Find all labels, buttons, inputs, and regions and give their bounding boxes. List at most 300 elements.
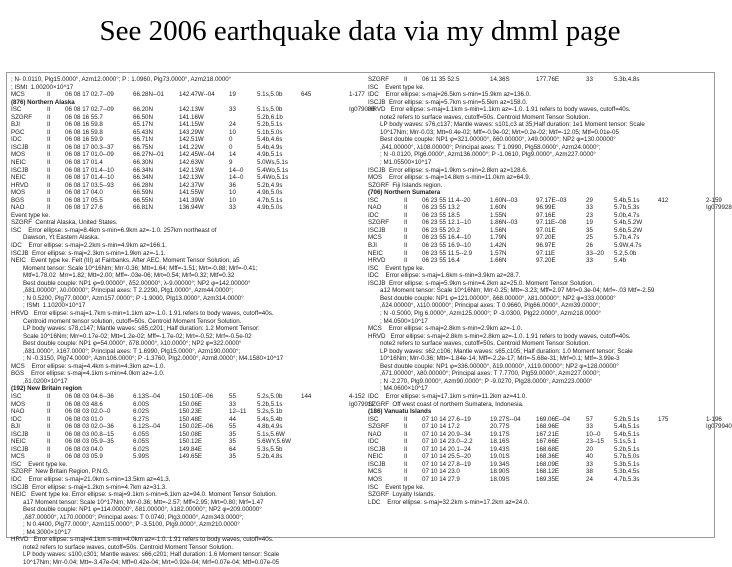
- row-field: 06 23 55 11.4--20: [422, 196, 471, 204]
- row-field: 6.27S: [133, 415, 150, 423]
- comment-line: 10^16Nm; Mrr-0.36; Mtt=-1.84e-14; Mff=-2.2e-17; Mrt=-5.68e-31; Mrf=0.1; Mtf=-3.99e-3: [368, 355, 620, 363]
- row-field: 141.55W: [179, 189, 204, 197]
- row-field: 20.77S: [490, 423, 510, 431]
- hypocenter-row: [11, 151, 349, 159]
- comment-line: LDC Error ellipse: s-maj=32.2km s-min=17.2km az=24.0.: [368, 498, 530, 506]
- agency-code: SZGRF: [11, 113, 32, 121]
- row-field: 06 08 17 02.7--09: [65, 106, 114, 114]
- row-field: 4.8b,4.9s: [257, 423, 283, 431]
- row-field: 0: [229, 136, 233, 144]
- agency-code: BJI: [11, 121, 20, 129]
- row-field: 5.1s,5.6W: [257, 430, 285, 438]
- row-field: 06 23 55 11.5--2.9: [422, 249, 473, 257]
- comment-line: Best double couple: NP1 φ=121.00000°, δ68.00000°, λ81.00000°; NP2 φ=333.00000°: [368, 294, 616, 302]
- comment-line: HRVD Error ellipse: s-maj=2.8km s-min=2.8km az=-1.0. 1.91 refers to body waves, cutoff=40s.: [368, 332, 631, 340]
- row-field: 5.7b,4.7s: [614, 234, 640, 242]
- hypocenter-row: [11, 197, 349, 205]
- row-field: 5.4b,5.1s: [614, 196, 640, 204]
- hypocenter-row: [368, 219, 706, 227]
- row-field: 06 08 03 05.9--35: [65, 438, 114, 446]
- row-field: 23: [586, 211, 593, 219]
- row-field: 19: [229, 91, 236, 99]
- row-field: 149.84E: [179, 445, 203, 453]
- row-field: 07 10 14 23.0: [422, 468, 460, 476]
- row-field: 10: [229, 196, 236, 204]
- row-field: II: [47, 106, 51, 114]
- row-field: 14--0: [229, 166, 244, 174]
- agency-code: ISC: [11, 392, 22, 400]
- hypocenter-row: [11, 167, 349, 175]
- comment-line: Moment tensor: Scale 10^16Nm; Mrr-0.36; Mtt=1.64; Mff=-1.51; Mrt=-0.88; Mrf=-0.41;: [11, 264, 258, 272]
- row-field: 97.20E: [536, 257, 556, 265]
- row-field: 06 08 17 02.7--09: [65, 91, 114, 99]
- hypocenter-row: [11, 189, 349, 197]
- comment-line: LP body waves: s62,c106; Mantle waves: s65,c105; Half duration: 1.0 Moment tensor: Scale: [368, 347, 633, 355]
- row-field: 4.7b,5.3s: [614, 475, 640, 483]
- row-field: II: [47, 151, 51, 159]
- row-field: 97.01E: [536, 226, 556, 234]
- row-field: 168.09E: [536, 460, 560, 468]
- comment-line: HRVD Error ellipse: s-maj=4.1km s-min=4.0km az=-1.0. 1.91 refers to body waves, cutoff=40s.: [11, 536, 274, 544]
- row-field: 5.2s,5.1b: [257, 408, 283, 416]
- comment-line: IDC Error ellipse: s-maj=26.5km s-min=15.9km az=136.0.: [368, 91, 531, 99]
- row-field: 35: [229, 430, 236, 438]
- row-field: 64: [229, 445, 236, 453]
- row-field: II: [404, 257, 408, 265]
- row-field: II: [47, 415, 51, 423]
- row-field: 5.2b,6.1b: [257, 113, 283, 121]
- row-field: II: [404, 76, 408, 83]
- row-field: Ig079940: [706, 423, 732, 431]
- row-field: 5.9W,4.7s: [614, 242, 642, 250]
- row-field: 168.12E: [536, 468, 560, 476]
- comment-line: 10^17Nm; Mrr-0.04; Mtt=-3.47e-04; Mff=0.42e-04; Mrt=0.92e-04; Mrf=0.07e-04; Mtf=0.07e-05: [11, 559, 280, 566]
- comment-line: Mtf=1.78.02 Mrr=1.82; Mtt=2.00; Mff=-.03e-06; Mrt=0.54; Mrf=0.32; Mtf=0.32: [11, 272, 235, 280]
- row-field: 5.4b: [614, 257, 627, 265]
- hypocenter-row: [368, 415, 722, 424]
- row-field: 6.02S: [133, 445, 150, 453]
- comment-line: SZGRF Fiji Islands region.: [368, 181, 443, 189]
- row-field: 150.23E: [179, 408, 203, 416]
- agency-code: IDC: [368, 438, 379, 446]
- row-field: II: [47, 400, 51, 408]
- row-field: II: [47, 143, 51, 151]
- row-field: 167.66E: [536, 438, 560, 446]
- row-field: 96.99E: [536, 204, 556, 212]
- row-field: 167.21E: [536, 430, 560, 438]
- agency-code: MOS: [11, 189, 26, 197]
- row-field: II: [47, 423, 51, 431]
- comment-line: SZGRF Loyalty Islands.: [368, 491, 436, 499]
- comment-line: ; N 0.5200, Plg77.0000°, Azm157.0000°; P -1.9000, Plg13.0000°, Azm314.0000°: [11, 294, 244, 302]
- row-field: 18.16S: [490, 438, 510, 446]
- row-field: 35: [229, 453, 236, 461]
- row-field: 142.13W: [179, 174, 204, 182]
- comment-line: ,δ71.00000°, λ80.00000°; Principal axes: T 7.7700, Plg59.0000°, Azm227.0000°;: [368, 370, 601, 378]
- row-field: 33: [586, 423, 593, 431]
- row-field: II: [404, 196, 408, 204]
- row-field: II: [404, 242, 408, 250]
- row-field: 1.55N: [490, 211, 507, 219]
- row-field: II: [404, 415, 408, 423]
- row-field: 5.2b,5.1s: [257, 400, 283, 408]
- row-field: 10: [229, 189, 236, 197]
- agency-code: ISC: [368, 196, 379, 204]
- agency-code: NAO: [368, 204, 382, 212]
- row-field: 66.81N: [133, 204, 153, 212]
- region-heading: (192) New Britain region: [11, 385, 82, 393]
- row-field: 6.12S--04: [133, 423, 161, 431]
- comment-line: ISC Event type ke.: [368, 83, 425, 91]
- row-field: II: [404, 438, 408, 446]
- row-field: 5.7b,5.0s: [614, 453, 640, 461]
- row-field: 19.34S: [490, 460, 510, 468]
- row-field: 150.06E: [179, 400, 203, 408]
- row-field: 66.55N: [133, 196, 153, 204]
- comment-line: LP body waves: s78,c147; Mantle waves: s85,c201; Half duration: 1.2 Moment Tensor:: [11, 325, 260, 333]
- row-field: 40: [586, 453, 593, 461]
- row-field: 141.15W: [179, 121, 204, 129]
- row-field: 5.2b,5.1s: [257, 121, 283, 129]
- comment-line: ISC Event type ke.: [368, 264, 425, 272]
- comment-line: SZGRF Central Alaska, United States.: [11, 219, 118, 227]
- hypocenter-row: [11, 174, 349, 182]
- agency-code: ISCJB: [11, 430, 29, 438]
- row-field: 33: [229, 106, 236, 114]
- hypocenter-row: [11, 392, 365, 401]
- comment-line: MCS Error ellipse: s-maj=4.4km s-min=4.3km az=-1.0.: [11, 362, 166, 370]
- agency-code: NEIC: [11, 438, 26, 446]
- row-field: 66.30N: [133, 159, 153, 167]
- row-field: 5.6b,5.2W: [614, 226, 643, 234]
- row-field: 150.48E: [179, 415, 203, 423]
- row-field: II: [47, 159, 51, 167]
- hypocenter-row: [11, 446, 349, 454]
- row-field: 06 11 35 52.5: [422, 76, 460, 83]
- row-field: 06 23 55 16.4--10: [422, 234, 471, 242]
- region-heading: (706) Northern Sumatera: [368, 189, 441, 197]
- row-field: II: [47, 91, 51, 99]
- row-field: 168.36E: [536, 453, 560, 461]
- agency-code: HRVD: [11, 181, 29, 189]
- row-field: 177.76E: [536, 76, 560, 83]
- row-field: 19.17S: [490, 430, 510, 438]
- row-field: 07 10 14 20.9--34: [422, 430, 471, 438]
- agency-code: SZGRF: [368, 219, 389, 227]
- row-field: II: [47, 392, 51, 400]
- agency-code: BJI: [368, 242, 377, 250]
- agency-code: PGC: [11, 128, 25, 136]
- row-field: 12--11: [229, 408, 247, 416]
- agency-code: ISCJB: [11, 445, 29, 453]
- row-field: 169.06E--04: [536, 415, 571, 423]
- agency-code: ISCJB: [368, 445, 386, 453]
- row-field: 1-177: [349, 91, 365, 99]
- hypocenter-row: [368, 227, 706, 235]
- row-field: 1.56N: [490, 226, 507, 234]
- row-field: II: [47, 166, 51, 174]
- row-field: 33: [586, 257, 593, 265]
- agency-code: SZGRF: [368, 423, 389, 431]
- row-field: 5.6WY,5.6W: [257, 438, 291, 446]
- row-field: 412: [658, 196, 669, 204]
- agency-code: NAO: [11, 204, 25, 212]
- row-field: 6.02S: [133, 408, 150, 416]
- comment-line: Best double couple: NP1 φ=336.00000°, δ19.00000°, λ119.00000°; NP2 φ=128.00000°: [368, 362, 619, 370]
- row-field: 33: [586, 460, 593, 468]
- row-field: 65.17N: [133, 121, 153, 129]
- hypocenter-row: [368, 431, 706, 439]
- row-field: 6.13S--04: [133, 392, 161, 400]
- row-field: 06 08 17 01.4--10: [65, 174, 114, 182]
- row-field: 06 08 03 48.6: [65, 400, 103, 408]
- agency-code: SZGRF: [368, 76, 389, 83]
- row-field: 150.08E: [179, 430, 203, 438]
- agency-code: NEIC: [368, 453, 383, 461]
- agency-code: MOS: [11, 400, 26, 408]
- row-field: 168.68E: [536, 445, 560, 453]
- agency-code: MCS: [11, 91, 25, 99]
- row-field: 06 08 17 27.6: [65, 204, 103, 212]
- row-field: 5.1b,5.0s: [257, 128, 283, 136]
- agency-code: ISCJB: [368, 460, 386, 468]
- hypocenter-row: [11, 431, 349, 439]
- row-field: II: [404, 468, 408, 476]
- row-field: 14: [229, 151, 236, 159]
- hypocenter-row: [368, 234, 706, 242]
- hypocenter-row: [368, 242, 706, 250]
- row-field: 26: [586, 242, 593, 250]
- comment-line: NEIC Event type ke. Felt (III) at Fairbanks. After AEC. Moment Tensor Solution, a5: [11, 257, 240, 265]
- comment-line: Scale 10^16Nm; Mrr=0.17e-02; Mtt=1.2e-02; Mff=-1.7e-02; Mrt=-0.52; Mrf=-0.5e-02: [11, 332, 252, 340]
- row-field: 142.63W: [179, 159, 204, 167]
- row-field: 06 08 03 00.8--15: [65, 430, 114, 438]
- row-field: 142.13W: [179, 166, 204, 174]
- agency-code: NAO: [368, 430, 382, 438]
- row-field: 4.9b,5.0s: [257, 189, 283, 197]
- row-field: 66.59N: [133, 189, 153, 197]
- row-field: 1.60N: [490, 204, 507, 212]
- row-field: 66.27N--01: [133, 151, 164, 159]
- row-field: 1-196: [706, 415, 722, 423]
- row-field: 06 08 17 01.4: [65, 159, 103, 167]
- row-field: 06 08 17 04.0: [65, 189, 103, 197]
- row-field: 33: [586, 76, 593, 83]
- row-field: 142.45W--04: [179, 151, 215, 159]
- row-field: 141.16W: [179, 113, 204, 121]
- comment-line: ISCJB Error ellipse: s-maj=1.9km s-min=2.8km az=128.6.: [368, 166, 528, 174]
- row-field: 168.96E: [536, 423, 560, 431]
- comment-line: ISCJB Error ellipse: s-maj=5.9km s-min=4.2km az=25.0. Moment Tensor Solution.: [368, 279, 594, 287]
- comment-line: Best double couple: NP1 φ=114.00000°, δ81.00000°, λ182.00000°; NP2 φ=209.00000°: [11, 506, 262, 514]
- row-field: 645: [301, 91, 312, 99]
- row-field: 1.60N--03: [490, 196, 518, 204]
- row-field: 5.1s,5.0b: [257, 106, 283, 114]
- agency-code: ISC: [11, 106, 22, 114]
- row-field: 44: [229, 415, 236, 423]
- agency-code: BJI: [11, 423, 20, 431]
- row-field: 06 08 03 02.0--36: [65, 423, 114, 431]
- row-field: 5.4b,5.1s: [614, 423, 640, 431]
- row-field: 14--0: [229, 174, 244, 182]
- agency-code: MOS: [11, 151, 26, 159]
- row-field: 07 10 14 17.2: [422, 423, 460, 431]
- comment-line: ; N 0.4400, Plg77.0000°, Azm115.0000°; P -3.5100, Plg9.0000°, Azm210.0000°: [11, 521, 240, 529]
- row-field: II: [47, 113, 51, 121]
- hypocenter-row: [11, 159, 349, 167]
- row-field: 57: [586, 415, 593, 423]
- row-field: II: [404, 204, 408, 212]
- hypocenter-row: [11, 129, 349, 137]
- row-field: 33--20: [586, 249, 604, 257]
- row-field: 4.9b,5.0s: [257, 204, 283, 212]
- row-field: II: [404, 226, 408, 234]
- row-field: 97.20E: [536, 234, 556, 242]
- hypocenter-row: [368, 423, 732, 431]
- bulletin-left-column: [11, 76, 375, 566]
- row-field: 175: [658, 415, 669, 423]
- hypocenter-row: [11, 204, 349, 212]
- agency-code: NAO: [11, 408, 25, 416]
- row-field: 19.27S--04: [490, 415, 521, 423]
- row-field: 06 08 17 00.3--37: [65, 143, 114, 151]
- row-field: 1.66N: [490, 257, 507, 265]
- row-field: 06 23 55 16.4: [422, 257, 460, 265]
- row-field: II: [404, 211, 408, 219]
- row-field: 5.1s,5.0b: [257, 91, 283, 99]
- row-field: 07 10 14 27.9: [422, 475, 460, 483]
- row-field: 5.4b,4.9s: [257, 143, 283, 151]
- agency-code: ISC: [368, 415, 379, 423]
- comment-line: note2 refers to surface waves, cutoff=50s. Centroid Moment Tensor Solution.: [368, 340, 591, 348]
- row-field: II: [47, 196, 51, 204]
- comment-line: HRVD Error ellipse: s-maj=1.7km s-min=1.1km az=-1.0. 1.91.refers to body waves, cutoff=40s.: [11, 309, 274, 317]
- hypocenter-row: [368, 468, 706, 476]
- row-field: 5.1s,5.1: [614, 438, 637, 446]
- hypocenter-row: [11, 144, 349, 152]
- hypocenter-row: [368, 250, 706, 258]
- row-field: 66.28N--01: [133, 91, 164, 99]
- row-field: 06 23 55 16.9--10: [422, 242, 471, 250]
- agency-code: IDC: [368, 211, 379, 219]
- row-field: 19.01S: [490, 453, 510, 461]
- row-field: 66.20N: [133, 106, 153, 114]
- hypocenter-row: [11, 114, 349, 122]
- comment-line: ,δ1.0200×10^17: [11, 377, 68, 385]
- agency-code: NEIC: [368, 249, 383, 257]
- row-field: II: [404, 475, 408, 483]
- row-field: 5.2b,4.9s: [257, 181, 283, 189]
- row-field: 97.16E: [536, 211, 556, 219]
- row-field: 5.2b,5.1s: [614, 445, 640, 453]
- row-field: 144: [301, 392, 312, 400]
- hypocenter-row: [368, 446, 706, 454]
- row-field: 6.05S: [133, 438, 150, 446]
- row-field: 149.65E: [179, 453, 203, 461]
- comment-line: IDC Error ellipse: s-maj=2.2km s-min=4.9km az=166.1.: [11, 242, 167, 250]
- comment-line: Dawson, Yt Eastern Alaska.: [11, 234, 100, 242]
- row-field: 66.34N: [133, 174, 153, 182]
- row-field: 66.71N: [133, 136, 153, 144]
- agency-code: ISCJB: [368, 226, 386, 234]
- comment-line: Event type ke.: [11, 211, 51, 219]
- row-field: 5.4s,5.4b: [257, 415, 283, 423]
- row-field: 06 23 55 18.5: [422, 211, 460, 219]
- row-field: 10: [229, 128, 236, 136]
- agency-code: MCS: [11, 453, 25, 461]
- agency-code: IDC: [11, 136, 22, 144]
- row-field: 35: [229, 438, 236, 446]
- row-field: 141.39W: [179, 196, 204, 204]
- row-field: II: [47, 128, 51, 136]
- row-field: II: [404, 430, 408, 438]
- row-field: 97.17E--03: [536, 196, 567, 204]
- row-field: 06 23 55 13.2: [422, 204, 460, 212]
- row-field: 24: [586, 475, 593, 483]
- row-field: 5.7b,5.3s: [614, 204, 640, 212]
- row-field: 06 08 03 02.0--0: [65, 408, 111, 416]
- row-field: 5.3b,5.1s: [614, 460, 640, 468]
- comment-line: HRVD Error ellipse: s-maj=1.1km s-min=1.1km az=-1.0. 1.91 refers to body waves, cutoff=40s.: [368, 106, 631, 114]
- comment-line: NEIC Event type ke. Error ellipse: s-maj=9.1km s-min=6.1km az=94.0. Moment Tensor Solution.: [11, 491, 277, 499]
- row-field: 5.2b,5.1s: [614, 415, 640, 423]
- row-field: 23--15: [586, 438, 604, 446]
- comment-line: ; M4.0500×10^17: [368, 317, 428, 325]
- comment-line: a17 Moment tensor: Scale 10^17Nm; Mrr-0.36; Mtt=-2.57; Mff=2.95; Mrt=0.80; Mrf=1.47: [11, 498, 264, 506]
- comment-line: a12 Moment tensor: Scale 10^16Nm; Mrr-0.25; Mtt=-3.23; Mff=2.97 Mrt=0.3e-04; Mrf=-.03 Mtf=-2.59: [368, 287, 655, 295]
- row-field: 142.51W: [179, 136, 204, 144]
- comment-line: LP body waves: s76,c137; Mantle waves: s101,c3 at 35;Half duration: 1e1 Moment tensor: Scale: [368, 121, 645, 129]
- row-field: 5.0Ws,5.1s: [257, 159, 288, 167]
- comment-line: ; N -0.0120, Plg6.0000°, Azm136.0000°; P -1.0610, Plg9.0000°, Azm227.0000°: [368, 151, 596, 159]
- row-field: 14.36S: [490, 76, 510, 83]
- row-field: 07 10 14 27.6--19: [422, 415, 471, 423]
- row-field: 65.43N: [133, 128, 153, 136]
- row-field: 35: [586, 226, 593, 234]
- row-field: 06 08 16 55.7: [65, 113, 103, 121]
- row-field: 06 08 17 01.4--10: [65, 166, 114, 174]
- row-field: 150.12E: [179, 438, 203, 446]
- row-field: 06 08 03 04.0: [65, 445, 103, 453]
- row-field: 06 08 17 01.0--09: [65, 151, 114, 159]
- row-field: II: [404, 423, 408, 431]
- comment-line: 10^17Nm; Mrr-0.03; Mtt=0.4e-02; Mff=-0.9e-02; Mrt=0.2e-02; Mrf=-12.05; Mtf=0.01e-05: [368, 128, 619, 136]
- row-field: 29: [586, 196, 593, 204]
- row-field: II: [404, 249, 408, 257]
- row-field: 150.02E--06: [179, 423, 214, 431]
- row-field: 1.42N: [490, 242, 507, 250]
- agency-code: MCS: [368, 468, 382, 476]
- row-field: 4.9b,5.1s: [257, 151, 283, 159]
- comment-line: ; ISMt 1.10200×10^17: [11, 302, 86, 310]
- row-field: 1.79N: [490, 234, 507, 242]
- row-field: 4.7b,5.1s: [257, 196, 283, 204]
- row-field: 06 08 16 59.9: [65, 136, 103, 144]
- row-field: 18.09S: [490, 475, 510, 483]
- row-field: 5.4b,4.6s: [257, 136, 283, 144]
- row-field: 06 08 17 05.5: [65, 196, 103, 204]
- comment-line: ; M4.0600×10^17: [368, 385, 428, 393]
- row-field: 142.47W--04: [179, 91, 215, 99]
- row-field: 169.35E: [536, 475, 560, 483]
- row-field: II: [404, 445, 408, 453]
- row-field: 19: [586, 219, 593, 227]
- row-field: Ig079928: [706, 204, 732, 212]
- row-field: 18.90S: [490, 468, 510, 476]
- row-field: 97.11E: [536, 249, 556, 257]
- row-field: 5.3b,4.5s: [614, 468, 640, 476]
- row-field: 142.37W: [179, 181, 204, 189]
